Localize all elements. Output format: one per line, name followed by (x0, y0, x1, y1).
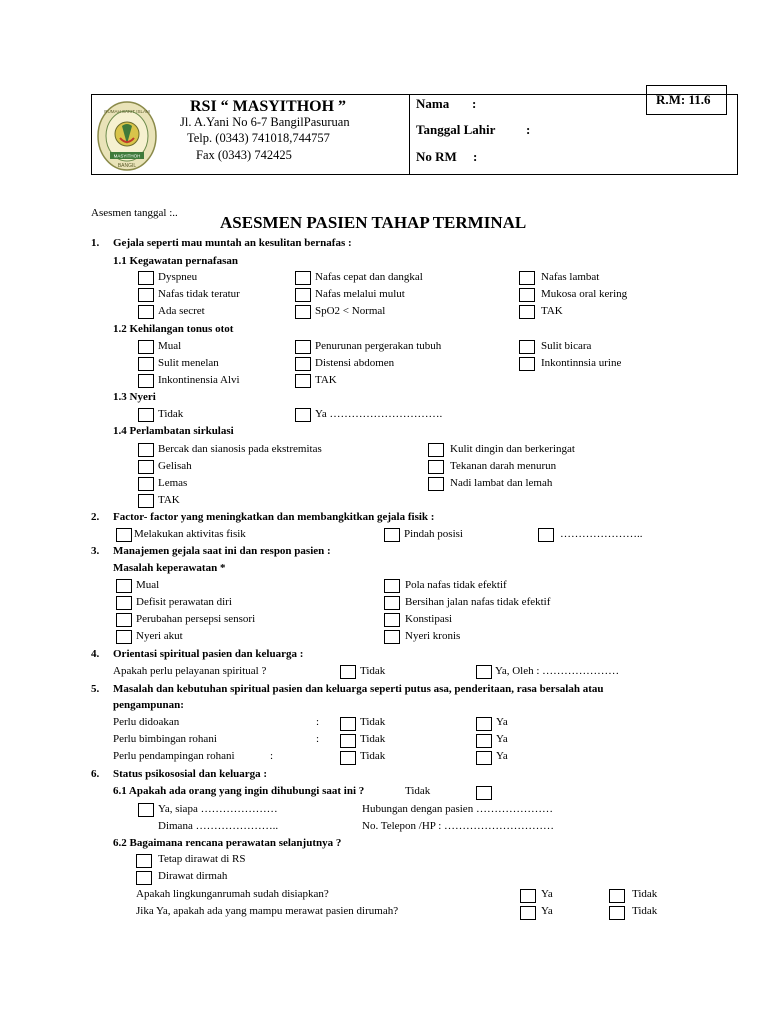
checkbox-spo2[interactable] (295, 305, 311, 319)
checkbox-bimbingan-ya[interactable] (476, 734, 492, 748)
option-label: ………………….. (560, 528, 643, 540)
checkbox-lingkungan-ya[interactable] (520, 889, 536, 903)
option-label: TAK (158, 494, 180, 506)
option-label: Pindah posisi (404, 528, 463, 540)
option-label: Pola nafas tidak efektif (405, 579, 507, 591)
checkbox-mual[interactable] (138, 340, 154, 354)
checkbox-lemas[interactable] (138, 477, 154, 491)
section-number: 5. (91, 683, 100, 695)
telepon-field[interactable]: No. Telepon /HP : ………………………… (362, 820, 555, 832)
subsection-6-2: 6.2 Bagaimana rencana perawatan selanjutnya ? (113, 837, 342, 849)
option-label: Nafas cepat dan dangkal (315, 271, 423, 283)
section-number: 4. (91, 648, 100, 660)
checkbox-perawat-ya[interactable] (520, 906, 536, 920)
checkbox-inkontinensia-urine[interactable] (519, 357, 535, 371)
checkbox-kulit-dingin[interactable] (428, 443, 444, 457)
option-label: Ya (496, 733, 508, 745)
option-label: Tidak (360, 665, 386, 677)
hospital-name: RSI “ MASYITHOH ” (190, 98, 347, 115)
checkbox-dyspneu[interactable] (138, 271, 154, 285)
asesmen-tanggal: Asesmen tanggal :.. (91, 207, 178, 219)
checkbox-aktivitas-fisik[interactable] (116, 528, 132, 542)
option-label: Mual (136, 579, 160, 591)
checkbox-penurunan-gerak[interactable] (295, 340, 311, 354)
checkbox-tekanan-darah[interactable] (428, 460, 444, 474)
checkbox-distensi[interactable] (295, 357, 311, 371)
section-4-heading: Orientasi spiritual pasien dan keluarga : (113, 648, 304, 660)
checkbox-defisit-perawatan[interactable] (116, 596, 132, 610)
option-label: Mukosa oral kering (541, 288, 628, 300)
checkbox-didoakan-ya[interactable] (476, 717, 492, 731)
checkbox-spiritual-tidak[interactable] (340, 665, 356, 679)
ya-siapa-field[interactable]: Ya, siapa ………………… (158, 803, 278, 815)
section-3-heading: Manajemen gejala saat ini dan respon pasien : (113, 545, 331, 557)
subsection-1-1: 1.1 Kegawatan pernafasan (113, 255, 238, 267)
option-label: Ya, Oleh : ………………… (495, 665, 620, 677)
checkbox-perubahan-persepsi[interactable] (116, 613, 132, 627)
checkbox-lingkungan-tidak[interactable] (609, 889, 625, 903)
option-label: Tidak (158, 408, 184, 420)
option-label: Mual (158, 340, 182, 352)
option-label: Konstipasi (405, 613, 453, 625)
option-label: Nadi lambat dan lemah (450, 477, 553, 489)
checkbox-pendampingan-tidak[interactable] (340, 751, 356, 765)
option-label: Tidak (360, 733, 386, 745)
checkbox-pola-nafas[interactable] (384, 579, 400, 593)
option-label: Sulit bicara (541, 340, 592, 352)
checkbox-mukosa-kering[interactable] (519, 288, 535, 302)
checkbox-bercak[interactable] (138, 443, 154, 457)
section-number: 1. (91, 237, 100, 249)
option-label: Ya (541, 905, 553, 917)
checkbox-tetap-dirawat[interactable] (136, 854, 152, 868)
option-label: SpO2 < Normal (315, 305, 386, 317)
option-label: Lemas (158, 477, 188, 489)
row-colon: : (270, 750, 274, 762)
checkbox-nafas-tidak-teratur[interactable] (138, 288, 154, 302)
option-label: Nafas melalui mulut (315, 288, 405, 300)
option-label: Tidak (360, 716, 386, 728)
subsection-1-3: 1.3 Nyeri (113, 391, 156, 403)
checkbox-sulit-menelan[interactable] (138, 357, 154, 371)
checkbox-nadi-lambat[interactable] (428, 477, 444, 491)
checkbox-nyeri-ya[interactable] (295, 408, 311, 422)
option-label: Gelisah (158, 460, 192, 472)
section-number: 2. (91, 511, 100, 523)
checkbox-nyeri-akut[interactable] (116, 630, 132, 644)
subsection-6-1: 6.1 Apakah ada orang yang ingin dihubungi saat ini ? (113, 785, 365, 797)
option-label: Tetap dirawat di RS (158, 853, 246, 865)
option-label: Tekanan darah menurun (450, 460, 557, 472)
option-label: Bercak dan sianosis pada ekstremitas (158, 443, 322, 455)
hubungan-field[interactable]: Hubungan dengan pasien ………………… (362, 803, 553, 815)
option-label: TAK (541, 305, 563, 317)
checkbox-hubungi-tidak[interactable] (476, 786, 492, 800)
option-label: Nafas lambat (541, 271, 600, 283)
logo-top-text: RUMAH SAKIT ISLAM (104, 109, 150, 114)
checkbox-tak-1-2[interactable] (295, 374, 311, 388)
section-number: 6. (91, 768, 100, 780)
row-colon: : (316, 716, 320, 728)
checkbox-lainnya-2[interactable] (538, 528, 554, 542)
option-label: Dirawat dirmah (158, 870, 228, 882)
rm-code: R.M: 11.6 (656, 92, 711, 107)
option-label: Tidak (632, 888, 658, 900)
option-label: Ya (541, 888, 553, 900)
page-title: ASESMEN PASIEN TAHAP TERMINAL (220, 213, 527, 232)
section-5-heading: Masalah dan kebutuhan spiritual pasien dan keluarga seperti putus asa, penderitaan, rasa bersalah atau (113, 683, 604, 695)
section-number: 3. (91, 545, 100, 557)
option-label: Distensi abdomen (315, 357, 395, 369)
no-rm-label: No RM (416, 149, 457, 164)
option-label: Melakukan aktivitas fisik (134, 528, 246, 540)
nama-label: Nama (416, 96, 450, 111)
hospital-logo (96, 100, 158, 172)
checkbox-bimbingan-tidak[interactable] (340, 734, 356, 748)
dimana-field[interactable]: Dimana ………………….. (158, 820, 279, 832)
option-label: Ya …………………………. (315, 408, 443, 420)
row-label: Perlu bimbingan rohani (113, 733, 217, 745)
checkbox-nyeri-tidak[interactable] (138, 408, 154, 422)
checkbox-spiritual-ya[interactable] (476, 665, 492, 679)
logo-bottom-text: BANGIL (117, 163, 137, 169)
checkbox-dirawat-rumah[interactable] (136, 871, 152, 885)
checkbox-hubungi-ya[interactable] (138, 803, 154, 817)
checkbox-inkontinensia-alvi[interactable] (138, 374, 154, 388)
option-label: Tidak (405, 785, 431, 797)
spiritual-question: Apakah perlu pelayanan spiritual ? (113, 665, 267, 677)
checkbox-tak-1-1[interactable] (519, 305, 535, 319)
row-label: Perlu pendampingan rohani (113, 750, 235, 762)
option-label: Tidak (632, 905, 658, 917)
header-divider (409, 94, 410, 175)
checkbox-nafas-lambat[interactable] (519, 271, 535, 285)
logo-mid-text: MASYITHOH (113, 153, 141, 159)
checkbox-nafas-cepat[interactable] (295, 271, 311, 285)
option-label: TAK (315, 374, 337, 386)
checkbox-pindah-posisi[interactable] (384, 528, 400, 542)
section-5-heading-cont: pengampunan: (113, 699, 184, 711)
option-label: Penurunan pergerakan tubuh (315, 340, 442, 352)
checkbox-tak-1-4[interactable] (138, 494, 154, 508)
checkbox-perawat-tidak[interactable] (609, 906, 625, 920)
subsection-1-2: 1.2 Kehilangan tonus otot (113, 323, 234, 335)
section-6-heading: Status psikososial dan keluarga : (113, 768, 268, 780)
section-2-heading: Factor- factor yang meningkatkan dan membangkitkan gejala fisik : (113, 511, 435, 523)
option-label: Dyspneu (158, 271, 198, 283)
option-label: Kulit dingin dan berkeringat (450, 443, 575, 455)
checkbox-ada-secret[interactable] (138, 305, 154, 319)
checkbox-pendampingan-ya[interactable] (476, 751, 492, 765)
checkbox-nyeri-kronis[interactable] (384, 630, 400, 644)
option-label: Tidak (360, 750, 386, 762)
option-label: Nyeri akut (136, 630, 183, 642)
subsection-1-4: 1.4 Perlambatan sirkulasi (113, 425, 234, 437)
checkbox-didoakan-tidak[interactable] (340, 717, 356, 731)
section-1-heading: Gejala seperti mau muntah an kesulitan bernafas : (113, 237, 352, 249)
option-label: Sulit menelan (158, 357, 219, 369)
checkbox-bersihan-jalan-nafas[interactable] (384, 596, 400, 610)
tanggal-lahir-label: Tanggal Lahir (416, 122, 496, 137)
checkbox-konstipasi[interactable] (384, 613, 400, 627)
hospital-address: Jl. A.Yani No 6-7 BangilPasuruan (180, 115, 350, 129)
masalah-keperawatan-label: Masalah keperawatan * (113, 562, 226, 574)
option-label: Ada secret (158, 305, 205, 317)
checkbox-sulit-bicara[interactable] (519, 340, 535, 354)
option-label: Ya (496, 750, 508, 762)
hospital-phone: Telp. (0343) 741018,744757 (187, 131, 330, 145)
option-label: Defisit perawatan diri (136, 596, 232, 608)
option-label: Bersihan jalan nafas tidak efektif (405, 596, 551, 608)
perawat-rumah-question: Jika Ya, apakah ada yang mampu merawat pasien dirumah? (136, 905, 399, 917)
option-label: Nyeri kronis (405, 630, 461, 642)
option-label: Inkontinnsia urine (541, 357, 622, 369)
option-label: Inkontinensia Alvi (158, 374, 240, 386)
lingkungan-question: Apakah lingkunganrumah sudah disiapkan? (136, 888, 329, 900)
option-label: Perubahan persepsi sensori (136, 613, 256, 625)
option-label: Ya (496, 716, 508, 728)
tanggal-lahir-colon: : (526, 122, 531, 137)
checkbox-nafas-mulut[interactable] (295, 288, 311, 302)
hospital-fax: Fax (0343) 742425 (196, 148, 292, 162)
checkbox-mual-3[interactable] (116, 579, 132, 593)
nama-colon: : (472, 96, 477, 111)
option-label: Nafas tidak teratur (158, 288, 240, 300)
row-colon: : (316, 733, 320, 745)
no-rm-colon: : (473, 149, 478, 164)
row-label: Perlu didoakan (113, 716, 180, 728)
checkbox-gelisah[interactable] (138, 460, 154, 474)
